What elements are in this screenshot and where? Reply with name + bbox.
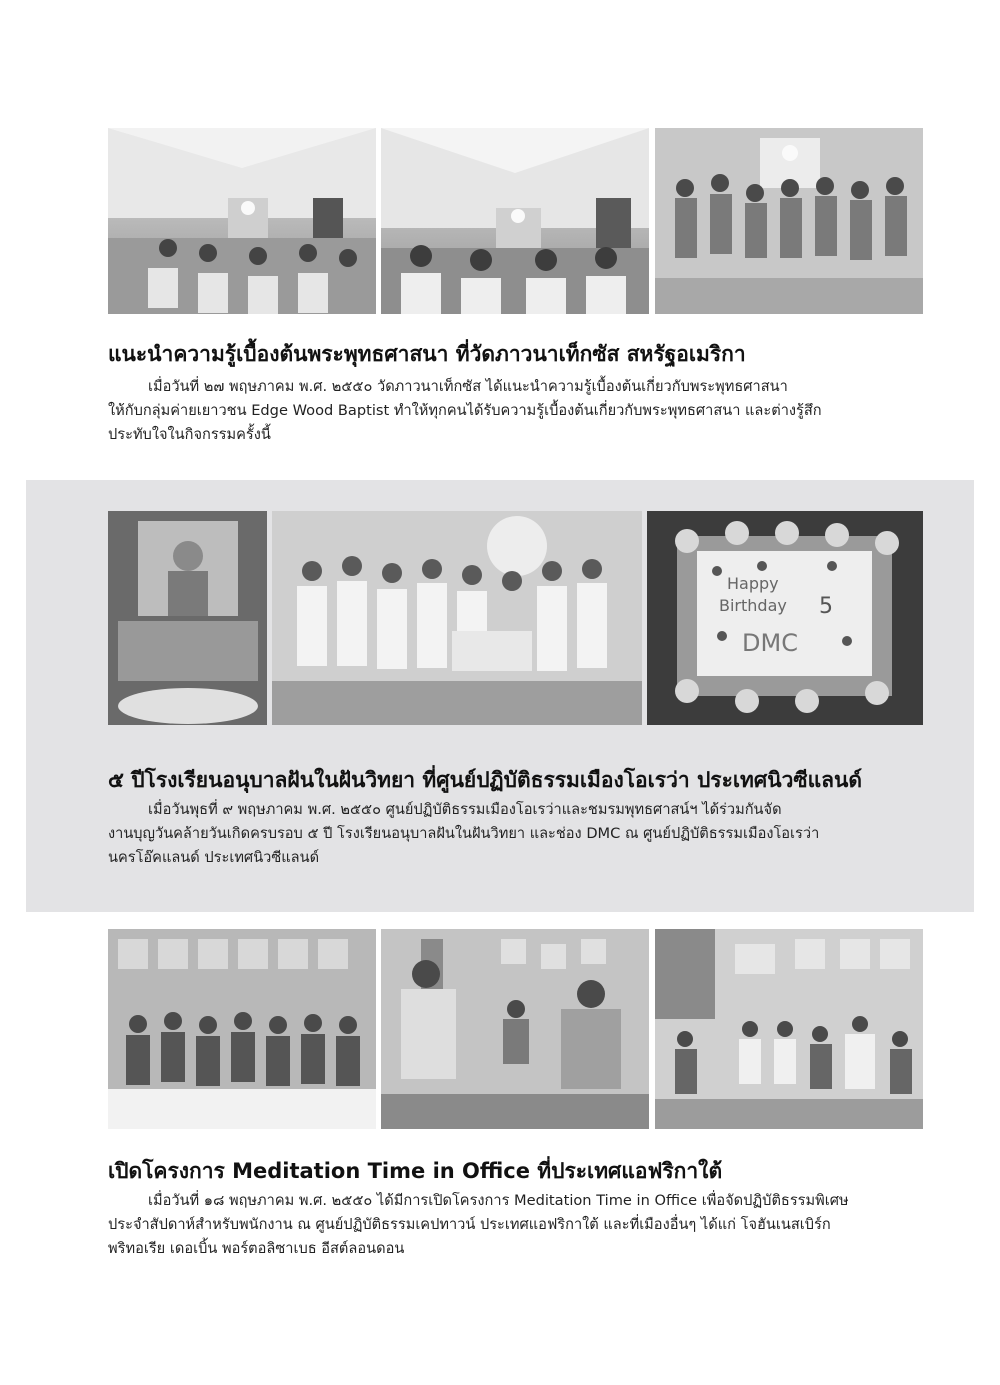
section-1-line-2: ให้กับกลุ่มค่ายเยาวชน Edge Wood Baptist ทำให้ทุกคนได้รับความรู้เบื้องต้นเกี่ยวกับพระพุทธศาสนา และต่างรู้สึก xyxy=(108,402,822,419)
section-2-line-3: นครโอ๊คแลนด์ ประเทศนิวซีแลนด์ xyxy=(108,849,320,866)
section-1-body xyxy=(108,375,922,447)
section-3-line-1: เมื่อวันที่ ๑๘ พฤษภาคม พ.ศ. ๒๕๕๐ ได้มีการเปิดโครงการ Meditation Time in Office เพื่อจัดปฏิบัติธรรมพิเศษ xyxy=(148,1192,849,1209)
section-3-line-2: ประจำสัปดาห์สำหรับพนักงาน ณ ศูนย์ปฏิบัติธรรมเคปทาวน์ ประเทศแอฟริกาใต้ และที่เมืองอื่นๆ ได้แก่ โจฮันเนสเบิร์ก xyxy=(108,1216,831,1233)
section-2-body xyxy=(108,798,922,870)
photo-birthday-cake xyxy=(647,511,923,725)
cake-text-dmc: DMC xyxy=(742,629,798,657)
section-2-line-1: เมื่อวันพุธที่ ๙ พฤษภาคม พ.ศ. ๒๕๕๐ ศูนย์ปฏิบัติธรรมเมืองโอเรว่าและชมรมพุทธศาสน์ฯ ได้ร่วมกันจัด xyxy=(148,801,782,818)
section-3-line-3: พริทอเรีย เดอเบิ้น พอร์ตอลิซาเบธ อีสต์ลอนดอน xyxy=(108,1240,405,1257)
section-1-heading: แนะนำความรู้เบื้องต้นพระพุทธศาสนา ที่วัดภาวนาเท็กซัส สหรัฐอเมริกา xyxy=(108,342,746,366)
section-3-heading: เปิดโครงการ Meditation Time in Office ที่ประเทศแอฟริกาใต้ xyxy=(108,1159,723,1183)
photo-group-white-robes xyxy=(272,511,642,725)
section-1-line-3: ประทับใจในกิจกรรมครั้งนี้ xyxy=(108,426,271,443)
section-2-line-2: งานบุญวันคล้ายวันเกิดครบรอบ ๕ ปี โรงเรียนอนุบาลฝันในฝันวิทยา และช่อง DMC ณ ศูนย์ปฏิบัติธรรมเมืองโอเรว่า xyxy=(108,825,820,842)
section-2-heading: ๕ ปีโรงเรียนอนุบาลฝันในฝันวิทยา ที่ศูนย์ปฏิบัติธรรมเมืองโอเรว่า ประเทศนิวซีแลนด์ xyxy=(108,768,863,792)
photo-office-meditation-room xyxy=(655,929,923,1129)
photo-office-group-photo xyxy=(108,929,376,1129)
photo-group-photo-youth-camp xyxy=(655,128,923,314)
photo-meditation-hall-students xyxy=(108,128,376,314)
photo-meditation-hall-chairs xyxy=(381,128,649,314)
cake-text-five: 5 xyxy=(819,594,833,619)
section-3-body xyxy=(108,1189,922,1261)
photo-altar-portrait xyxy=(108,511,267,725)
cake-text-birthday: Birthday xyxy=(719,596,787,615)
cake-text-happy: Happy xyxy=(727,574,779,593)
photo-office-meditation-seated xyxy=(381,929,649,1129)
section-1-line-1: เมื่อวันที่ ๒๗ พฤษภาคม พ.ศ. ๒๕๕๐ วัดภาวนาเท็กซัส ได้แนะนำความรู้เบื้องต้นเกี่ยวกับพระพุทธศาสนา xyxy=(148,378,788,395)
